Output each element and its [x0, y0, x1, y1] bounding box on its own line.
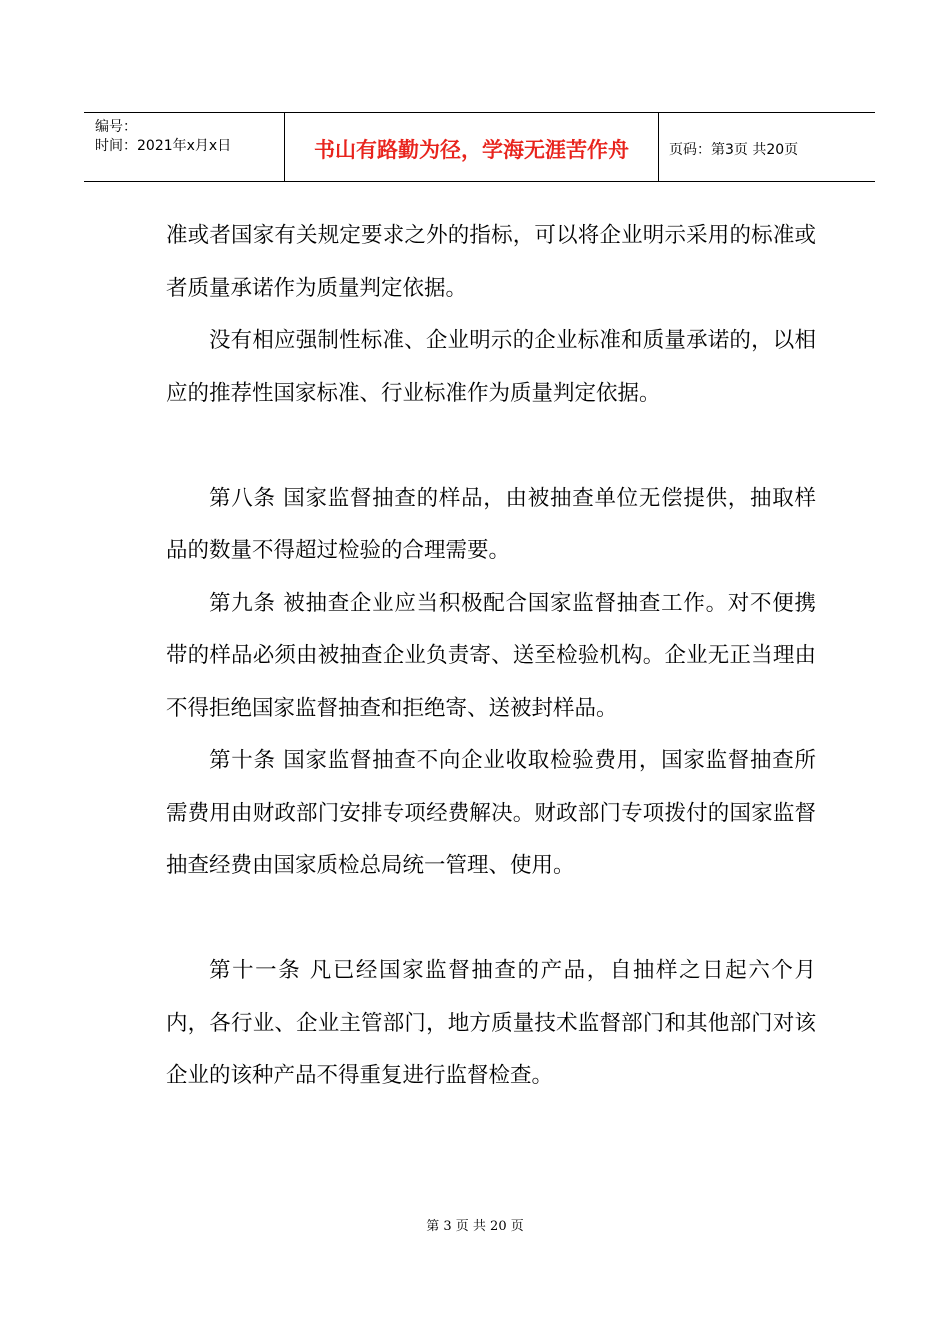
serial-number-label: 编号： [95, 119, 137, 135]
paragraph-spacer [166, 420, 816, 473]
paragraph: 没有相应强制性标准、企业明示的企业标准和质量承诺的，以相应的推荐性国家标准、行业标准作为质量判定依据。 [166, 328, 816, 406]
article-11: 第十一条 凡已经国家监督抽查的产品，自抽样之日起六个月内，各行业、企业主管部门，地方质量技术监督部门和其他部门对该企业的该种产品不得重复进行监督检查。 [166, 958, 816, 1088]
page-footer [0, 1215, 950, 1234]
header-meta-cell [84, 113, 285, 181]
header-page-label: 页码：第3页 共20页 [669, 142, 799, 158]
header-motto-cell [285, 113, 659, 181]
date-label: 时间：2021年x月x日 [95, 138, 232, 154]
footer-page-number: 第 3 页 共 20 页 [426, 1219, 524, 1234]
article-9: 第九条 被抽查企业应当积极配合国家监督抽查工作。对不便携带的样品必须由被抽查企业负责寄、送至检验机构。企业无正当理由不得拒绝国家监督抽查和拒绝寄、送被封样品。 [166, 590, 816, 721]
document-header [84, 112, 875, 182]
document-body [166, 210, 816, 1103]
paragraph-spacer [166, 893, 816, 946]
article-10: 第十条 国家监督抽查不向企业收取检验费用，国家监督抽查所需费用由财政部门安排专项经费解决。财政部门专项拨付的国家监督抽查经费由国家质检总局统一管理、使用。 [166, 748, 816, 878]
motto-text: 书山有路勤为径，学海无涯苦作舟 [314, 138, 629, 162]
article-8: 第八条 国家监督抽查的样品，由被抽查单位无偿提供，抽取样品的数量不得超过检验的合理需要。 [166, 485, 816, 563]
header-page-cell [659, 113, 875, 181]
paragraph-continuation: 准或者国家有关规定要求之外的指标，可以将企业明示采用的标准或者质量承诺作为质量判定依据。 [166, 223, 816, 301]
